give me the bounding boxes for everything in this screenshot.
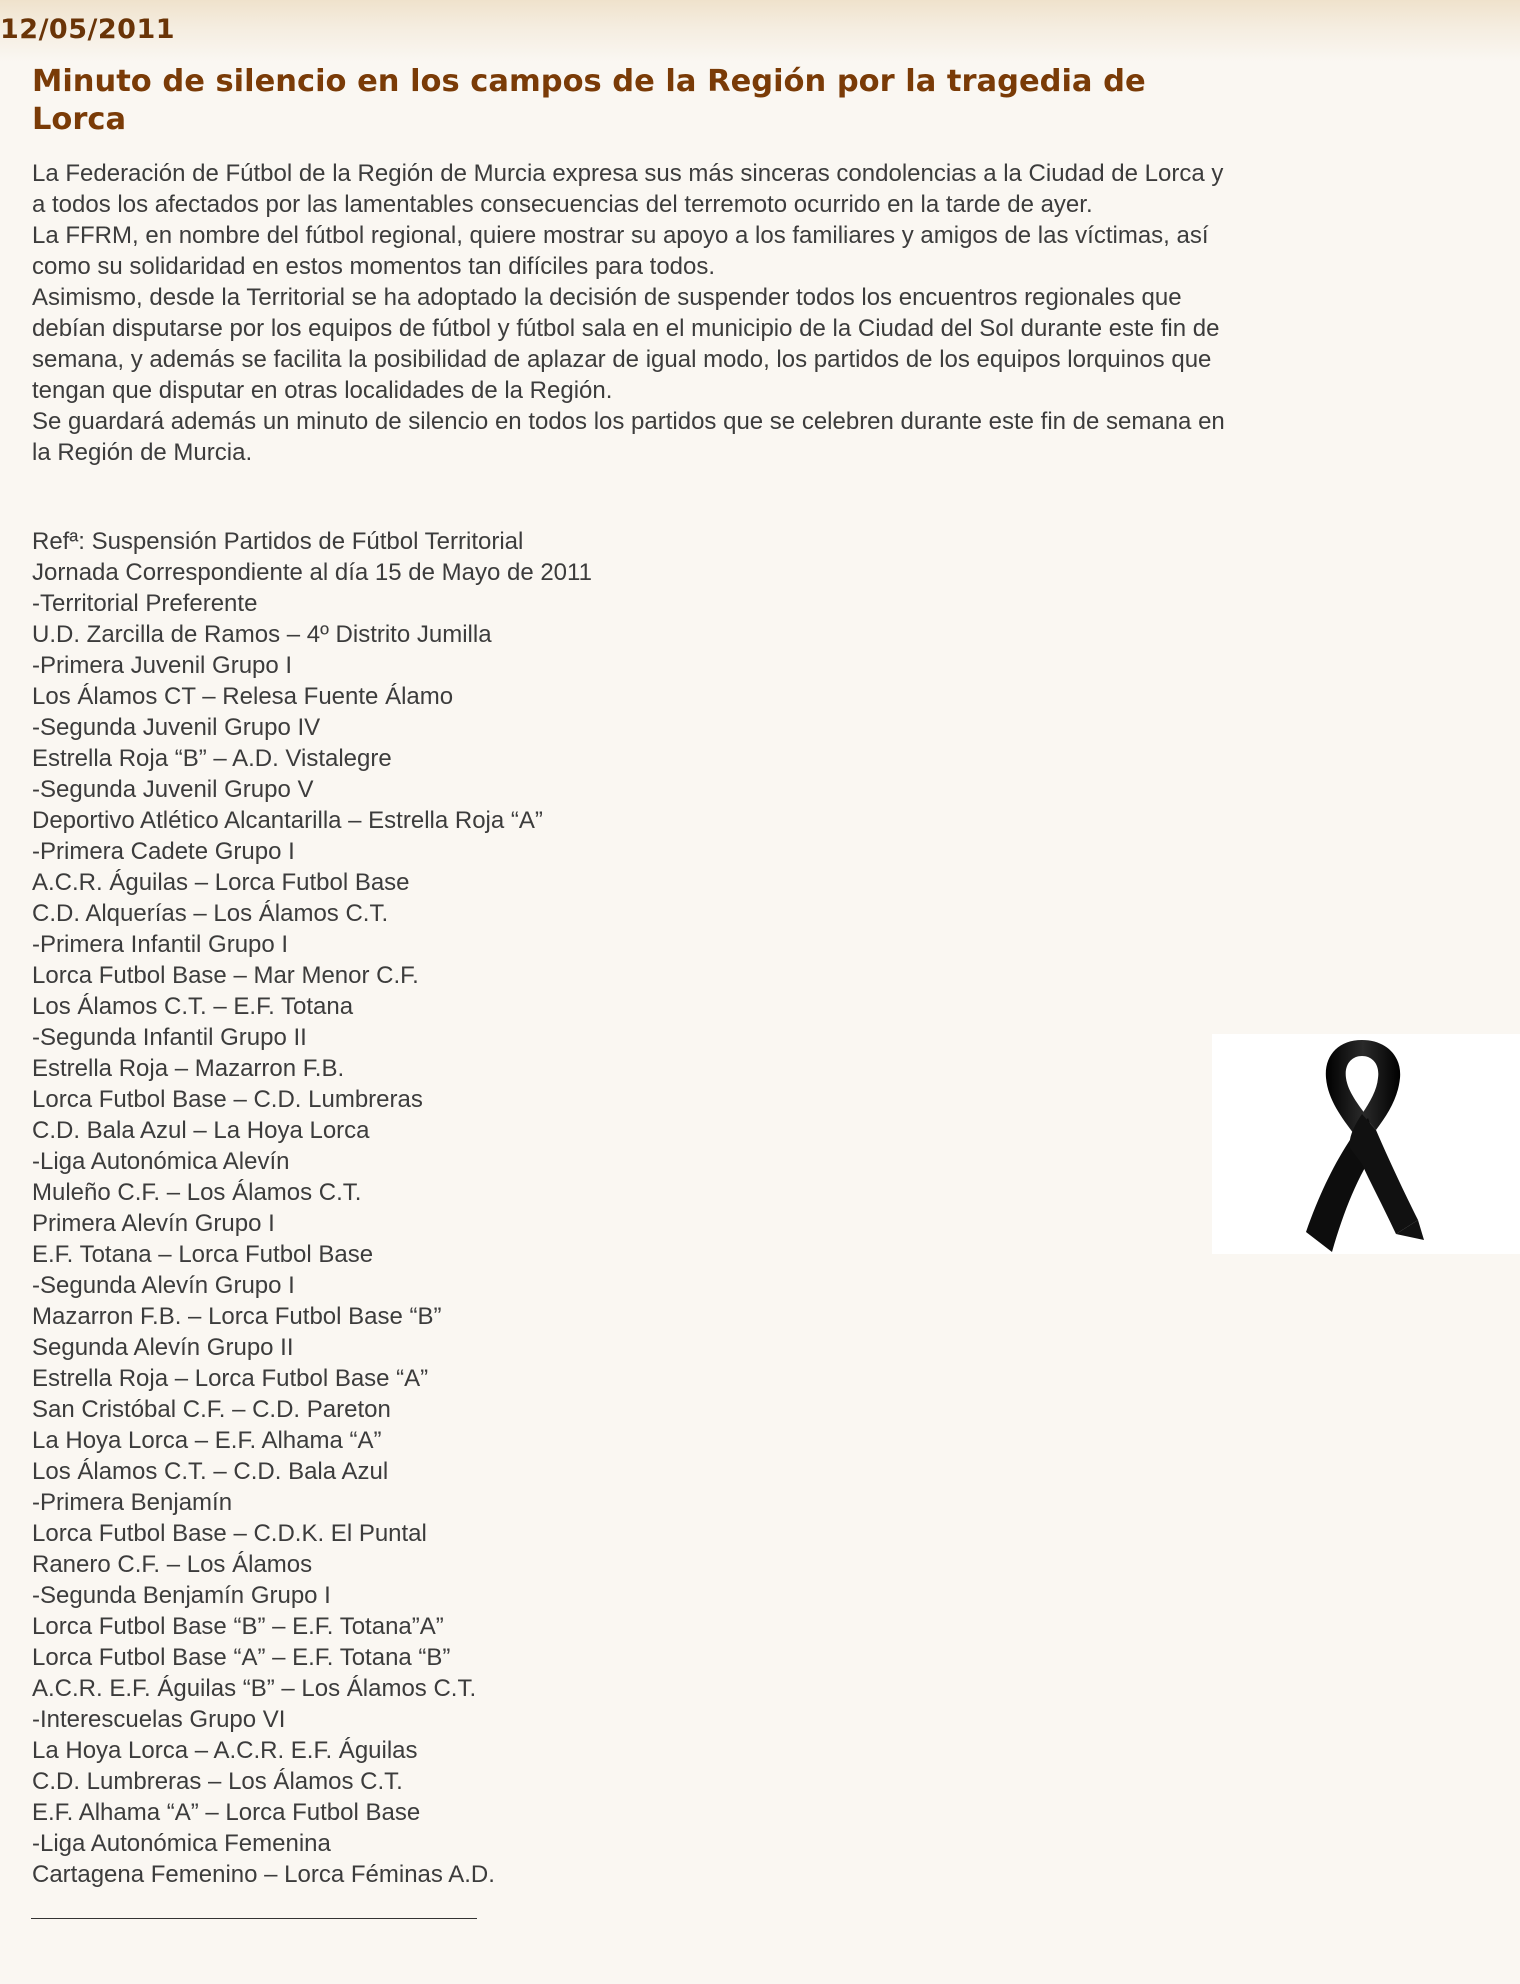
category-line: -Segunda Juvenil Grupo IV <box>32 714 321 741</box>
match-line: Lorca Futbol Base “A” – E.F. Totana “B” <box>32 1644 451 1671</box>
category-line: -Territorial Preferente <box>32 590 258 617</box>
match-line: Lorca Futbol Base – C.D.K. El Puntal <box>32 1520 427 1547</box>
match-line: Estrella Roja – Lorca Futbol Base “A” <box>32 1365 429 1392</box>
match-line: Lorca Futbol Base – Mar Menor C.F. <box>32 962 419 989</box>
category-line: -Segunda Juvenil Grupo V <box>32 776 314 803</box>
match-line: Cartagena Femenino – Lorca Féminas A.D. <box>32 1861 495 1888</box>
mourning-ribbon-image <box>1212 1034 1520 1254</box>
article-paragraph: Se guardará además un minuto de silencio en todos los partidos que se celebren durante este fin de semana en la Región de Murcia. <box>32 408 1225 466</box>
footnote-separator <box>31 1918 477 1919</box>
article-title: Minuto de silencio en los campos de la Región por la tragedia de Lorca <box>32 64 1146 137</box>
match-line: La Hoya Lorca – E.F. Alhama “A” <box>32 1427 382 1454</box>
match-line: U.D. Zarcilla de Ramos – 4º Distrito Jumilla <box>32 621 492 648</box>
match-line: Mazarron F.B. – Lorca Futbol Base “B” <box>32 1303 442 1330</box>
match-line: C.D. Lumbreras – Los Álamos C.T. <box>32 1768 403 1795</box>
category-line: -Liga Autonómica Femenina <box>32 1830 331 1857</box>
mourning-ribbon-icon <box>1212 1034 1520 1254</box>
header-band <box>0 0 1520 62</box>
match-line: Muleño C.F. – Los Álamos C.T. <box>32 1179 362 1206</box>
article-paragraph: La FFRM, en nombre del fútbol regional, quiere mostrar su apoyo a los familiares y amigos de las víctimas, así como su solidaridad en estos momentos tan difíciles para todos. <box>32 222 1209 280</box>
match-line: E.F. Totana – Lorca Futbol Base <box>32 1241 374 1268</box>
category-line: Primera Alevín Grupo I <box>32 1210 275 1237</box>
match-line: Estrella Roja “B” – A.D. Vistalegre <box>32 745 392 772</box>
matchday-line: Jornada Correspondiente al día 15 de Mayo de 2011 <box>32 559 592 586</box>
category-line: -Interescuelas Grupo VI <box>32 1706 286 1733</box>
match-line: La Hoya Lorca – A.C.R. E.F. Águilas <box>32 1737 418 1764</box>
match-line: C.D. Bala Azul – La Hoya Lorca <box>32 1117 370 1144</box>
match-line: Estrella Roja – Mazarron F.B. <box>32 1055 345 1082</box>
publication-date: 12/05/2011 <box>0 14 176 45</box>
match-line: C.D. Alquerías – Los Álamos C.T. <box>32 900 389 927</box>
match-line: Los Álamos CT – Relesa Fuente Álamo <box>32 683 454 710</box>
article-body <box>32 158 1242 468</box>
match-line: Ranero C.F. – Los Álamos <box>32 1551 313 1578</box>
category-line: -Segunda Infantil Grupo II <box>32 1024 307 1051</box>
category-line: -Liga Autonómica Alevín <box>32 1148 290 1175</box>
article-paragraph: La Federación de Fútbol de la Región de Murcia expresa sus más sinceras condolencias a la Ciudad de Lorca y a todos los afectados por las lamentables consecuencias del terremoto ocurrido en la tarde de ayer. <box>32 160 1224 218</box>
match-line: San Cristóbal C.F. – C.D. Pareton <box>32 1396 391 1423</box>
match-line: Los Álamos C.T. – C.D. Bala Azul <box>32 1458 389 1485</box>
category-line: -Segunda Alevín Grupo I <box>32 1272 295 1299</box>
reference-heading: Refª: Suspensión Partidos de Fútbol Territorial <box>32 528 524 555</box>
match-line: Lorca Futbol Base “B” – E.F. Totana”A” <box>32 1613 444 1640</box>
match-line: Deportivo Atlético Alcantarilla – Estrella Roja “A” <box>32 807 543 834</box>
category-line: -Primera Benjamín <box>32 1489 233 1516</box>
article-paragraph: Asimismo, desde la Territorial se ha adoptado la decisión de suspender todos los encuentros regionales que debían disputarse por los equipos de fútbol y fútbol sala en el municipio de la Ciudad del Sol durante este fin de semana, y además se facilita la posibilidad de aplazar de igual modo, los partidos de los equipos lorquinos que tengan que disputar en otras localidades de la Región. <box>32 284 1220 404</box>
match-line: A.C.R. Águilas – Lorca Futbol Base <box>32 869 410 896</box>
category-line: -Primera Juvenil Grupo I <box>32 652 293 679</box>
category-line: -Primera Cadete Grupo I <box>32 838 295 865</box>
category-line: Segunda Alevín Grupo II <box>32 1334 294 1361</box>
category-line: -Segunda Benjamín Grupo I <box>32 1582 331 1609</box>
match-line: Lorca Futbol Base – C.D. Lumbreras <box>32 1086 423 1113</box>
suspended-matches-list <box>32 526 932 1890</box>
match-line: A.C.R. E.F. Águilas “B” – Los Álamos C.T. <box>32 1675 477 1702</box>
category-line: -Primera Infantil Grupo I <box>32 931 289 958</box>
match-line: E.F. Alhama “A” – Lorca Futbol Base <box>32 1799 421 1826</box>
match-line: Los Álamos C.T. – E.F. Totana <box>32 993 354 1020</box>
